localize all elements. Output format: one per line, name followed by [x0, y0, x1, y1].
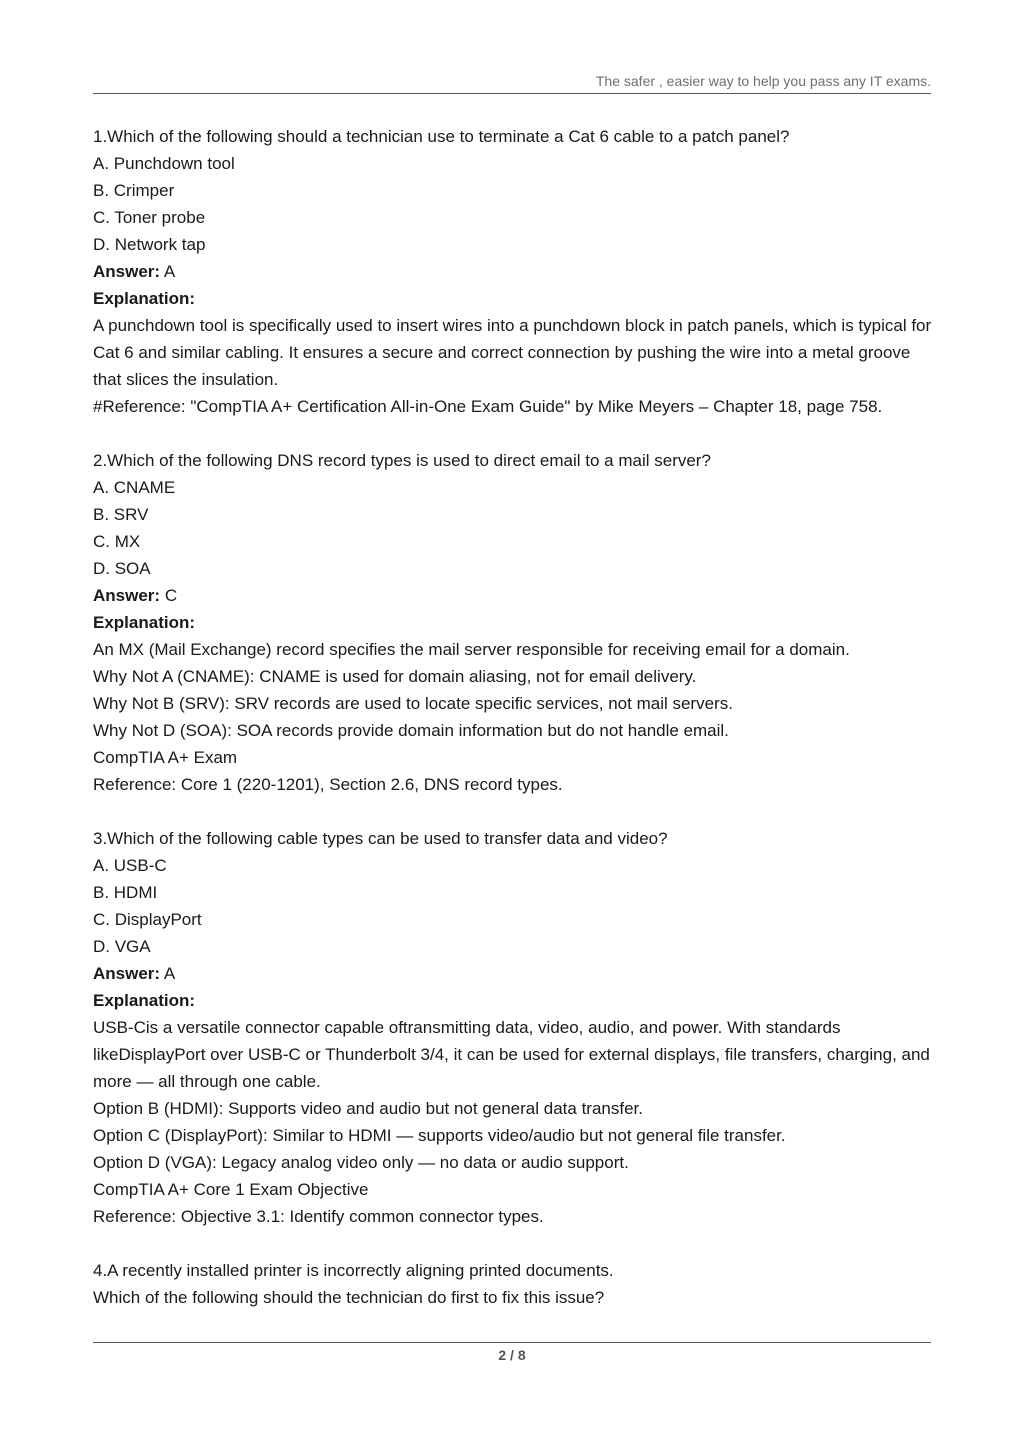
option-a: A. USB-C — [93, 856, 167, 875]
question-text: Which of the following should the technician do first to fix this issue? — [93, 1288, 605, 1307]
header-divider — [93, 93, 931, 94]
answer-label: Answer: — [93, 964, 161, 983]
explanation-text: Option D (VGA): Legacy analog video only — no data or audio support. — [93, 1153, 629, 1172]
option-b: B. SRV — [93, 505, 149, 524]
explanation-text: Why Not D (SOA): SOA records provide domain information but do not handle email. — [93, 721, 729, 740]
spacer — [93, 798, 938, 825]
answer-value: A — [163, 262, 176, 281]
option-a: A. CNAME — [93, 478, 176, 497]
explanation-text: Option B (HDMI): Supports video and audio but not general data transfer. — [93, 1099, 643, 1118]
spacer — [93, 420, 938, 447]
question-block-2 — [93, 447, 938, 798]
answer-label: Answer: — [93, 586, 161, 605]
option-c: C. DisplayPort — [93, 910, 202, 929]
explanation-text: CompTIA A+ Exam — [93, 748, 238, 767]
spacer — [93, 1230, 938, 1257]
explanation-text: USB-Cis a versatile connector capable oftransmitting data, video, audio, and power. With standards likeDisplayPort over USB-C or Thunderbolt 3/4, it can be used for external displays, file transfers, charging, and more — all through one cable. — [93, 1018, 930, 1091]
footer-divider — [93, 1342, 931, 1343]
option-d: D. Network tap — [93, 235, 206, 254]
question-text: 3.Which of the following cable types can be used to transfer data and video? — [93, 829, 668, 848]
header-tagline: The safer , easier way to help you pass any IT exams. — [595, 73, 931, 89]
answer-value: A — [163, 964, 176, 983]
option-c: C. MX — [93, 532, 141, 551]
explanation-text: Reference: Objective 3.1: Identify common connector types. — [93, 1207, 544, 1226]
question-text: 1.Which of the following should a technician use to terminate a Cat 6 cable to a patch panel? — [93, 127, 790, 146]
explanation-label: Explanation: — [93, 289, 196, 308]
answer-line — [93, 258, 938, 285]
page-content — [93, 123, 938, 1311]
explanation-text: CompTIA A+ Core 1 Exam Objective — [93, 1180, 369, 1199]
option-b: B. Crimper — [93, 181, 175, 200]
explanation-text: Reference: Core 1 (220-1201), Section 2.6, DNS record types. — [93, 775, 563, 794]
explanation-text: #Reference: "CompTIA A+ Certification All-in-One Exam Guide" by Mike Meyers – Chapter 18, page 758. — [93, 397, 883, 416]
question-text: 2.Which of the following DNS record types is used to direct email to a mail server? — [93, 451, 711, 470]
answer-line — [93, 960, 938, 987]
question-block-3 — [93, 825, 938, 1230]
option-a: A. Punchdown tool — [93, 154, 235, 173]
option-c: C. Toner probe — [93, 208, 206, 227]
option-d: D. SOA — [93, 559, 151, 578]
question-block-4 — [93, 1257, 938, 1311]
explanation-text: Option C (DisplayPort): Similar to HDMI — supports video/audio but not general file transfer. — [93, 1126, 786, 1145]
answer-label: Answer: — [93, 262, 161, 281]
question-block-1 — [93, 123, 938, 420]
explanation-label: Explanation: — [93, 613, 196, 632]
page-number: 2 / 8 — [498, 1347, 526, 1363]
answer-line — [93, 582, 938, 609]
explanation-label: Explanation: — [93, 991, 196, 1010]
option-d: D. VGA — [93, 937, 151, 956]
option-b: B. HDMI — [93, 883, 158, 902]
explanation-text: Why Not B (SRV): SRV records are used to locate specific services, not mail servers. — [93, 694, 733, 713]
explanation-text: An MX (Mail Exchange) record specifies the mail server responsible for receiving email for a domain. — [93, 640, 850, 659]
explanation-text: Why Not A (CNAME): CNAME is used for domain aliasing, not for email delivery. — [93, 667, 697, 686]
question-text: 4.A recently installed printer is incorrectly aligning printed documents. — [93, 1261, 614, 1280]
explanation-text: A punchdown tool is specifically used to insert wires into a punchdown block in patch panels, which is typical for Cat 6 and similar cabling. It ensures a secure and correct connection by pushing the wire into a metal groove that slices the insulation. — [93, 316, 932, 389]
answer-value: C — [164, 586, 178, 605]
